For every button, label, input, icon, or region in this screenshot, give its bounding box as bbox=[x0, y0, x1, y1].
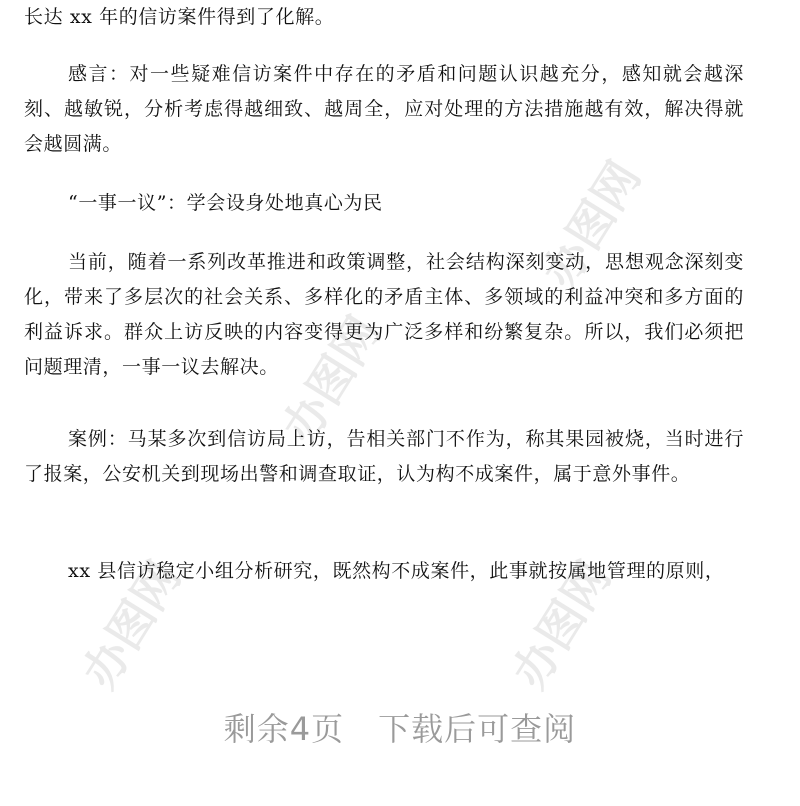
paragraph: xx 县信访稳定小组分析研究，既然构不成案件，此事就按属地管理的原则， bbox=[68, 560, 725, 582]
watermark: 办图网 bbox=[72, 551, 192, 698]
remaining-pages-label: 剩余4页 bbox=[223, 710, 345, 748]
download-prompt[interactable] bbox=[0, 704, 800, 750]
paragraph: 长达 xx 年的信访案件得到了化解。 bbox=[24, 6, 335, 28]
paragraph-case: 案例：马某多次到信访局上访，告相关部门不作为，称其果园被烧，当时进行了报案，公安机关到现场出警和调查取证，认为构不成案件，属于意外事件。 bbox=[24, 428, 744, 485]
watermark: 办图网 bbox=[502, 551, 622, 698]
watermark: 办图网 bbox=[532, 151, 652, 298]
paragraph: 当前，随着一系列改革推进和政策调整，社会结构深刻变动，思想观念深刻变化，带来了多层次的社会关系、多样化的矛盾主体、多领域的利益冲突和多方面的利益诉求。群众上访反映的内容变得更为广泛多样和纷繁复杂。所以，我们必须把问题理清，一事一议去解决。 bbox=[24, 251, 744, 378]
watermark: 办图网 bbox=[272, 306, 392, 453]
section-heading: “一事一议”：学会设身处地真心为民 bbox=[68, 192, 383, 214]
download-hint-label: 下载后可查阅 bbox=[378, 710, 577, 748]
paragraph-reflection: 感言：对一些疑难信访案件中存在的矛盾和问题认识越充分，感知就会越深刻、越敏锐，分析考虑得越细致、越周全，应对处理的方法措施越有效，解决得就会越圆满。 bbox=[24, 63, 744, 155]
